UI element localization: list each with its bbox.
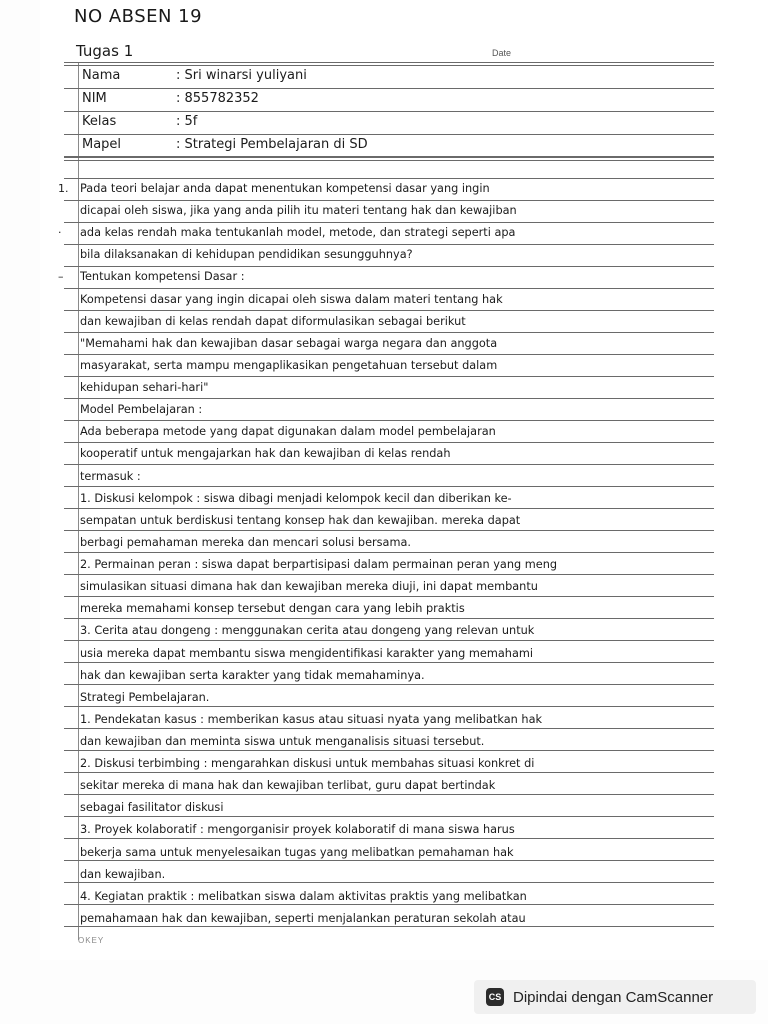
ruled-line: [64, 266, 714, 267]
handwritten-line: 4. Kegiatan praktik : melibatkan siswa dalam aktivitas praktis yang melibatkan: [80, 890, 527, 903]
handwritten-line: mereka memahami konsep tersebut dengan cara yang lebih praktis: [80, 602, 465, 615]
ruled-line: [64, 398, 714, 399]
handwritten-line: bila dilaksanakan di kehidupan pendidikan sesungguhnya?: [80, 248, 413, 261]
ruled-line: [64, 288, 714, 289]
label-nama: Nama: [82, 68, 121, 83]
handwritten-line: termasuk :: [80, 470, 141, 483]
handwritten-line: Kompetensi dasar yang ingin dicapai oleh siswa dalam materi tentang hak: [80, 293, 503, 306]
handwritten-line: Model Pembelajaran :: [80, 403, 203, 416]
ruled-line: [64, 640, 714, 641]
ruled-line: [64, 618, 714, 619]
ruled-line: [64, 882, 714, 883]
camscanner-watermark: [474, 980, 756, 1014]
ruled-line: [64, 706, 714, 707]
ruled-line: [64, 62, 714, 63]
handwritten-line: 1. Pendekatan kasus : memberikan kasus atau situasi nyata yang melibatkan hak: [80, 713, 543, 726]
handwritten-line: sebagai fasilitator diskusi: [80, 801, 224, 814]
ruled-line: [64, 904, 714, 905]
ruled-line: [64, 860, 714, 861]
handwritten-line: 2. Diskusi terbimbing : mengarahkan diskusi untuk membahas situasi konkret di: [80, 757, 535, 770]
date-label: Date: [492, 48, 512, 58]
ruled-line: [64, 178, 714, 179]
ruled-line: [64, 508, 714, 509]
handwritten-line: 2. Permainan peran : siswa dapat berpartisipasi dalam permainan peran yang meng: [80, 558, 558, 571]
ruled-line: [64, 65, 714, 66]
absen-number: NO ABSEN 19: [74, 6, 203, 27]
ruled-line: [64, 160, 714, 161]
value-mapel: : Strategi Pembelajaran di SD: [176, 137, 368, 152]
handwritten-line: kehidupan sehari-hari": [80, 381, 209, 394]
ruled-line: [64, 88, 714, 89]
label-kelas: Kelas: [82, 114, 117, 129]
value-nim: : 855782352: [176, 91, 259, 106]
label-mapel: Mapel: [82, 137, 122, 152]
ruled-line: [64, 552, 714, 553]
ruled-line: [64, 530, 714, 531]
ruled-line: [64, 134, 714, 135]
ruled-line: [64, 156, 714, 157]
handwritten-line: dan kewajiban di kelas rendah dapat diformulasikan sebagai berikut: [80, 315, 466, 328]
handwritten-line: masyarakat, serta mampu mengaplikasikan pengetahuan tersebut dalam: [80, 359, 498, 372]
ruled-line: [64, 772, 714, 773]
handwritten-line: 3. Cerita atau dongeng : menggunakan cerita atau dongeng yang relevan untuk: [80, 624, 535, 637]
handwritten-line: kooperatif untuk mengajarkan hak dan kewajiban di kelas rendah: [80, 447, 451, 460]
margin-dash: –: [58, 270, 64, 283]
ruled-line: [64, 442, 714, 443]
handwritten-line: dan kewajiban dan meminta siswa untuk menganalisis situasi tersebut.: [80, 735, 485, 748]
handwritten-line: "Memahami hak dan kewajiban dasar sebagai warga negara dan anggota: [80, 337, 498, 350]
margin-line: [78, 62, 79, 940]
ruled-line: [64, 486, 714, 487]
handwritten-line: usia mereka dapat membantu siswa mengidentifikasi karakter yang memahami: [80, 647, 534, 660]
margin-dot: ·: [58, 226, 62, 239]
handwritten-line: ada kelas rendah maka tentukanlah model, metode, dan strategi seperti apa: [80, 226, 516, 239]
ruled-line: [64, 662, 714, 663]
ruled-line: [64, 111, 714, 112]
handwritten-line: sekitar mereka di mana hak dan kewajiban terlibat, guru dapat bertindak: [80, 779, 496, 792]
ruled-line: [64, 684, 714, 685]
value-kelas: : 5f: [176, 114, 198, 129]
footer-mark: OKEY: [78, 936, 105, 945]
label-nim: NIM: [82, 91, 107, 106]
ruled-line: [64, 574, 714, 575]
ruled-line: [64, 376, 714, 377]
handwritten-line: bekerja sama untuk menyelesaikan tugas yang melibatkan pemahaman hak: [80, 846, 514, 859]
handwritten-line: dicapai oleh siswa, jika yang anda pilih itu materi tentang hak dan kewajiban: [80, 204, 517, 217]
ruled-line: [64, 354, 714, 355]
question-number: 1.: [58, 182, 69, 195]
handwritten-line: Strategi Pembelajaran.: [80, 691, 210, 704]
handwritten-line: Pada teori belajar anda dapat menentukan kompetensi dasar yang ingin: [80, 182, 490, 195]
handwritten-line: berbagi pemahaman mereka dan mencari solusi bersama.: [80, 536, 411, 549]
handwritten-line: sempatan untuk berdiskusi tentang konsep hak dan kewajiban. mereka dapat: [80, 514, 521, 527]
ruled-line: [64, 420, 714, 421]
ruled-line: [64, 728, 714, 729]
ruled-line: [64, 794, 714, 795]
handwritten-line: dan kewajiban.: [80, 868, 166, 881]
ruled-line: [64, 464, 714, 465]
ruled-line: [64, 244, 714, 245]
ruled-line: [64, 310, 714, 311]
ruled-line: [64, 750, 714, 751]
handwritten-line: 3. Proyek kolaboratif : mengorganisir proyek kolaboratif di mana siswa harus: [80, 823, 515, 836]
camscanner-icon: CS: [486, 988, 504, 1006]
value-nama: : Sri winarsi yuliyani: [176, 68, 307, 83]
ruled-line: [64, 596, 714, 597]
handwritten-line: Ada beberapa metode yang dapat digunakan dalam model pembelajaran: [80, 425, 496, 438]
handwritten-line: pemahamaan hak dan kewajiban, seperti menjalankan peraturan sekolah atau: [80, 912, 526, 925]
ruled-line: [64, 838, 714, 839]
ruled-line: [64, 332, 714, 333]
assignment-title: Tugas 1: [76, 42, 134, 60]
ruled-line: [64, 222, 714, 223]
ruled-line: [64, 200, 714, 201]
handwritten-line: simulasikan situasi dimana hak dan kewajiban mereka diuji, ini dapat membantu: [80, 580, 538, 593]
handwritten-line: Tentukan kompetensi Dasar :: [80, 270, 245, 283]
ruled-line: [64, 157, 714, 158]
camscanner-text: Dipindai dengan CamScanner: [513, 988, 714, 1006]
handwritten-line: 1. Diskusi kelompok : siswa dibagi menjadi kelompok kecil dan diberikan ke-: [80, 492, 512, 505]
ruled-line: [64, 816, 714, 817]
ruled-line: [64, 926, 714, 927]
handwritten-line: hak dan kewajiban serta karakter yang tidak memahaminya.: [80, 669, 425, 682]
